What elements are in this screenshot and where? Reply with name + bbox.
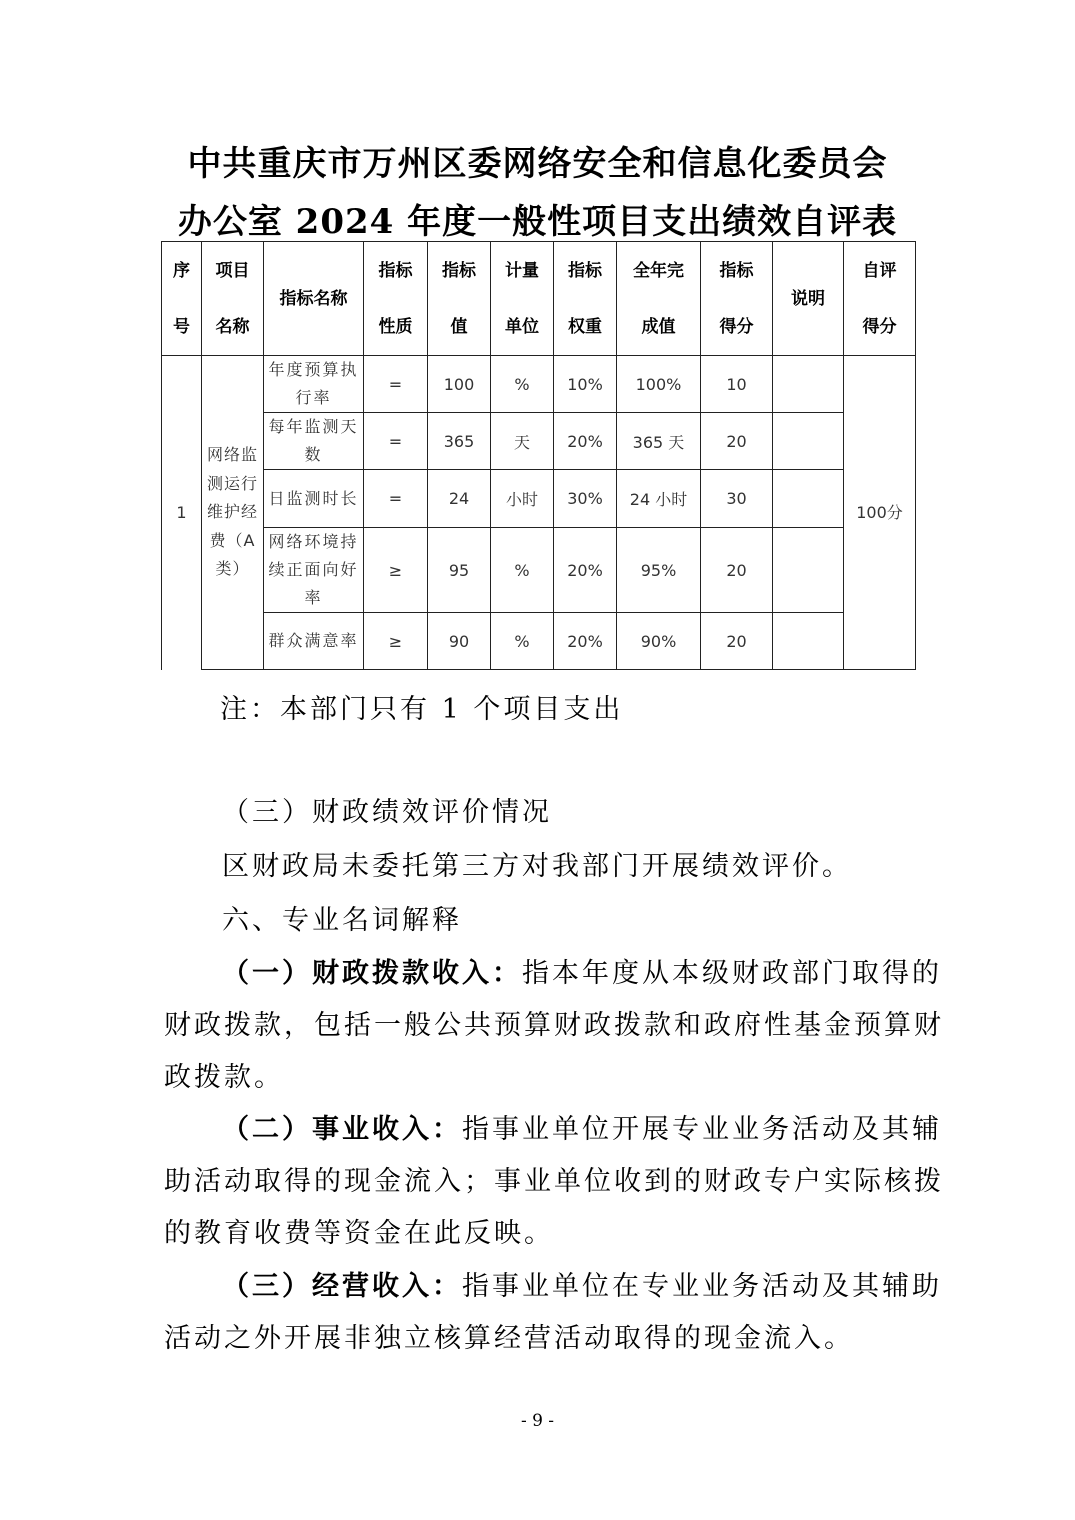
indicator-name-cell: 日监测时长: [264, 470, 364, 528]
term-2-line-2: 助活动取得的现金流入；事业单位收到的财政专户实际核拨: [164, 1166, 944, 1197]
unit-cell: 天: [491, 413, 554, 470]
note-cell: [773, 470, 844, 528]
value-cell: 90: [428, 613, 491, 670]
value-cell: 365: [428, 413, 491, 470]
weight-cell: 20%: [554, 413, 617, 470]
term-1-title: （一）财政拨款收入：: [222, 958, 522, 989]
actual-cell: 24 小时: [617, 470, 701, 528]
term-2-text: 指事业单位开展专业业务活动及其辅: [462, 1114, 942, 1145]
term-3-text: 指事业单位在专业业务活动及其辅助: [462, 1271, 942, 1302]
document-title-line-2: 办公室 2024 年度一般性项目支出绩效自评表: [177, 202, 898, 242]
weight-cell: 10%: [554, 356, 617, 413]
page-number: - 9 -: [520, 1411, 555, 1431]
header-nature: 指标 性质: [364, 242, 428, 356]
header-unit: 计量 单位: [491, 242, 554, 356]
header-note: 说明: [773, 242, 844, 356]
value-cell: 24: [428, 470, 491, 528]
table-row: [162, 613, 916, 670]
header-actual: 全年完 成值: [617, 242, 701, 356]
score-cell: 20: [701, 413, 773, 470]
term-3-line-2: 活动之外开展非独立核算经营活动取得的现金流入。: [164, 1323, 854, 1354]
actual-cell: 90%: [617, 613, 701, 670]
actual-cell: 100%: [617, 356, 701, 413]
section-6-heading: 六、专业名词解释: [222, 905, 462, 936]
term-1-text: 指本年度从本级财政部门取得的: [522, 958, 942, 989]
table-row: [162, 413, 916, 470]
unit-cell: 小时: [491, 470, 554, 528]
table-row: [162, 528, 916, 613]
term-3-first-line: [222, 1264, 942, 1303]
table-row: [162, 356, 916, 413]
score-cell: 30: [701, 470, 773, 528]
header-self-score: 自评 得分: [844, 242, 916, 356]
unit-cell: %: [491, 613, 554, 670]
note-cell: [773, 356, 844, 413]
nature-cell: ≥: [364, 528, 428, 613]
term-2-first-line: [222, 1107, 942, 1146]
weight-cell: 20%: [554, 528, 617, 613]
table-header-row: [162, 242, 916, 356]
value-cell: 100: [428, 356, 491, 413]
value-cell: 95: [428, 528, 491, 613]
unit-cell: %: [491, 528, 554, 613]
term-2-title: （二）事业收入：: [222, 1114, 462, 1145]
nature-cell: =: [364, 470, 428, 528]
note-cell: [773, 413, 844, 470]
header-seq: 序 号: [162, 242, 202, 356]
weight-cell: 30%: [554, 470, 617, 528]
actual-cell: 95%: [617, 528, 701, 613]
performance-table: [161, 241, 916, 670]
seq-cell: 1: [162, 356, 202, 670]
project-name-cell: 网络监测运行维护经费（A类）: [202, 356, 264, 670]
section-3-heading: （三）财政绩效评价情况: [222, 797, 552, 828]
header-value: 指标 值: [428, 242, 491, 356]
unit-cell: %: [491, 356, 554, 413]
indicator-name-cell: 每年监测天数: [264, 413, 364, 470]
term-1-line-2: 财政拨款，包括一般公共预算财政拨款和政府性基金预算财: [164, 1010, 944, 1041]
header-project: 项目 名称: [202, 242, 264, 356]
note-cell: [773, 613, 844, 670]
section-3-text: 区财政局未委托第三方对我部门开展绩效评价。: [222, 851, 852, 882]
term-1-line-3: 政拨款。: [164, 1062, 284, 1093]
score-cell: 20: [701, 528, 773, 613]
nature-cell: =: [364, 356, 428, 413]
indicator-name-cell: 年度预算执行率: [264, 356, 364, 413]
score-cell: 10: [701, 356, 773, 413]
nature-cell: ≥: [364, 613, 428, 670]
document-title-line-1: 中共重庆市万州区委网络安全和信息化委员会: [187, 144, 888, 184]
indicator-name-cell: 群众满意率: [264, 613, 364, 670]
term-3-title: （三）经营收入：: [222, 1271, 462, 1302]
header-weight: 指标 权重: [554, 242, 617, 356]
header-score: 指标 得分: [701, 242, 773, 356]
table-note: 注：本部门只有 1 个项目支出: [220, 694, 624, 725]
nature-cell: =: [364, 413, 428, 470]
score-cell: 20: [701, 613, 773, 670]
actual-cell: 365 天: [617, 413, 701, 470]
term-1-first-line: [222, 951, 942, 990]
self-score-cell: 100分: [844, 356, 916, 670]
header-indicator-name: 指标名称: [264, 242, 364, 356]
term-2-line-3: 的教育收费等资金在此反映。: [164, 1218, 554, 1249]
weight-cell: 20%: [554, 613, 617, 670]
table-row: [162, 470, 916, 528]
note-cell: [773, 528, 844, 613]
indicator-name-cell: 网络环境持续正面向好率: [264, 528, 364, 613]
